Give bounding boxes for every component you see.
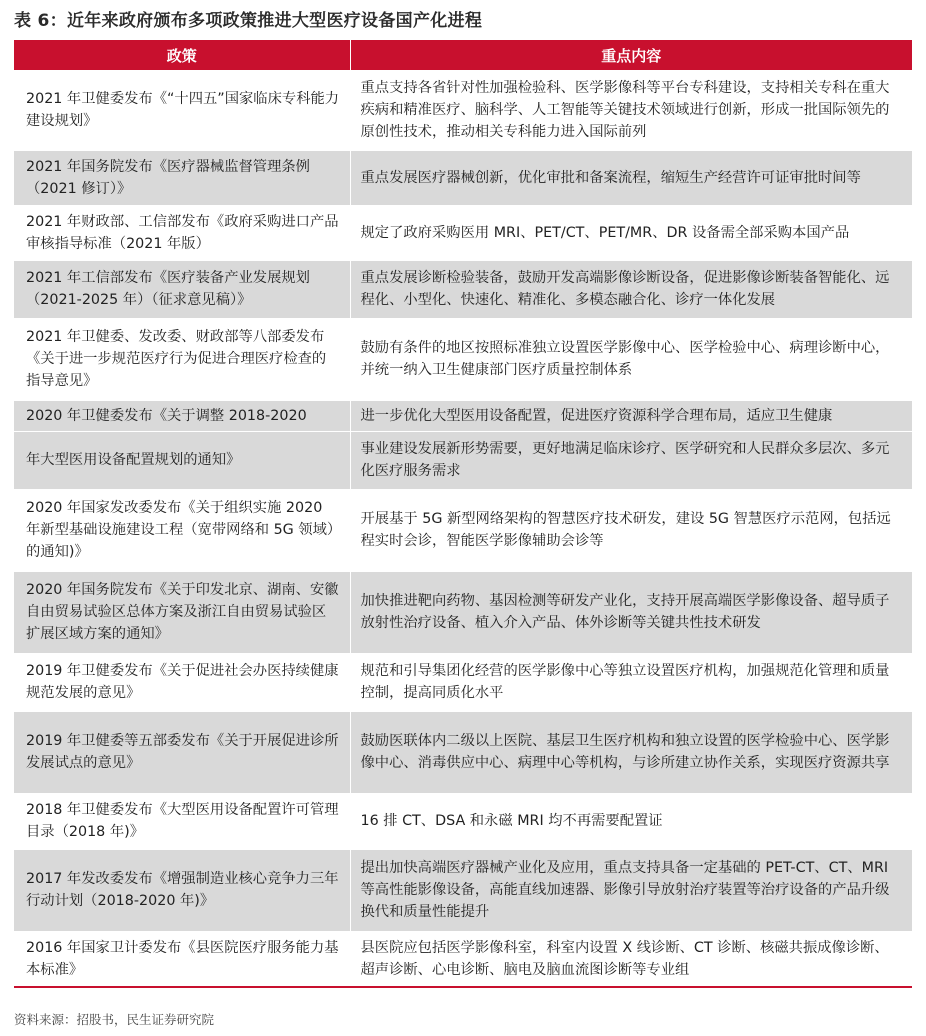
table-row	[14, 931, 912, 987]
policy-cell: 2017 年发改委发布《增强制造业核心竞争力三年行动计划（2018-2020 年)》	[14, 849, 350, 931]
table-title: 表 6：近年来政府颁布多项政策推进大型医疗设备国产化进程	[14, 11, 483, 31]
table-row	[14, 400, 912, 431]
table-row	[14, 260, 912, 318]
content-cell: 县医院应包括医学影像科室，科室内设置 X 线诊断、CT 诊断、核磁共振成像诊断、超声诊断、心电诊断、脑电及脑血流图诊断等专业组	[350, 931, 912, 987]
table-row	[14, 793, 912, 849]
policy-cell: 2021 年工信部发布《医疗装备产业发展规划（2021-2025 年）（征求意见稿）》	[14, 260, 350, 318]
policy-cell: 2018 年卫健委发布《大型医用设备配置许可管理目录（2018 年)》	[14, 793, 350, 849]
policy-cell: 2021 年国务院发布《医疗器械监督管理条例（2021 修订）》	[14, 150, 350, 205]
content-cell: 规范和引导集团化经营的医学影像中心等独立设置医疗机构，加强规范化管理和质量控制，提高同质化水平	[350, 653, 912, 711]
policy-cell: 2020 年国家发改委发布《关于组织实施 2020 年新型基础设施建设工程（宽带网络和 5G 领域）的通知)》	[14, 489, 350, 571]
content-cell: 重点支持各省针对性加强检验科、医学影像科等平台专科建设，支持相关专科在重大疾病和精准医疗、脑科学、人工智能等关键技术领域进行创新，形成一批国际领先的原创性技术，推动相关专科能力进入国际前列	[350, 70, 912, 150]
policy-cell: 2016 年国家卫计委发布《县医院医疗服务能力基本标准》	[14, 931, 350, 987]
table-row	[14, 318, 912, 400]
table-row	[14, 150, 912, 205]
content-cell: 进一步优化大型医用设备配置，促进医疗资源科学合理布局，适应卫生健康	[350, 400, 912, 431]
policy-cell: 2020 年国务院发布《关于印发北京、湖南、安徽自由贸易试验区总体方案及浙江自由贸易试验区扩展区域方案的通知》	[14, 571, 350, 653]
table-row	[14, 489, 912, 571]
content-cell: 提出加快高端医疗器械产业化及应用，重点支持具备一定基础的 PET-CT、CT、MRI 等高性能影像设备，高能直线加速器、影像引导放射治疗装置等治疗设备的产品升级换代和质量性能提升	[350, 849, 912, 931]
policy-cell: 2020 年卫健委发布《关于调整 2018-2020	[14, 400, 350, 431]
content-cell: 加快推进靶向药物、基因检测等研发产业化，支持开展高端医学影像设备、超导质子放射性治疗设备、植入介入产品、体外诊断等关键共性技术研发	[350, 571, 912, 653]
table-row	[14, 849, 912, 931]
policy-cell: 年大型医用设备配置规划的通知》	[14, 431, 350, 489]
table-row	[14, 653, 912, 711]
content-cell: 开展基于 5G 新型网络架构的智慧医疗技术研发，建设 5G 智慧医疗示范网，包括远程实时会诊，智能医学影像辅助会诊等	[350, 489, 912, 571]
content-cell: 16 排 CT、DSA 和永磁 MRI 均不再需要配置证	[350, 793, 912, 849]
content-cell: 鼓励有条件的地区按照标准独立设置医学影像中心、医学检验中心、病理诊断中心，并统一纳入卫生健康部门医疗质量控制体系	[350, 318, 912, 400]
header-policy: 政策	[14, 40, 350, 70]
policy-cell: 2019 年卫健委等五部委发布《关于开展促进诊所发展试点的意见》	[14, 711, 350, 793]
policy-cell: 2021 年卫健委发布《“十四五”国家临床专科能力建设规划》	[14, 70, 350, 150]
table-row	[14, 711, 912, 793]
content-cell: 事业建设发展新形势需要，更好地满足临床诊疗、医学研究和人民群众多层次、多元化医疗服务需求	[350, 431, 912, 489]
policy-cell: 2021 年财政部、工信部发布《政府采购进口产品审核指导标准（2021 年版）	[14, 205, 350, 260]
table-row	[14, 205, 912, 260]
policy-cell: 2021 年卫健委、发改委、财政部等八部委发布《关于进一步规范医疗行为促进合理医疗检查的指导意见》	[14, 318, 350, 400]
header-content: 重点内容	[350, 40, 912, 70]
source-note: 资料来源：招股书，民生证券研究院	[14, 1012, 215, 1027]
content-cell: 鼓励医联体内二级以上医院、基层卫生医疗机构和独立设置的医学检验中心、医学影像中心、消毒供应中心、病理中心等机构，与诊所建立协作关系，实现医疗资源共享	[350, 711, 912, 793]
content-cell: 重点发展诊断检验装备，鼓励开发高端影像诊断设备，促进影像诊断装备智能化、远程化、小型化、快速化、精准化、多模态融合化、诊疗一体化发展	[350, 260, 912, 318]
content-cell: 重点发展医疗器械创新，优化审批和备案流程，缩短生产经营许可证审批时间等	[350, 150, 912, 205]
policy-table	[14, 40, 912, 988]
table-header-row	[14, 40, 912, 70]
policy-cell: 2019 年卫健委发布《关于促进社会办医持续健康规范发展的意见》	[14, 653, 350, 711]
table-row	[14, 431, 912, 489]
content-cell: 规定了政府采购医用 MRI、PET/CT、PET/MR、DR 设备需全部采购本国产品	[350, 205, 912, 260]
table-row	[14, 70, 912, 150]
table-row	[14, 571, 912, 653]
